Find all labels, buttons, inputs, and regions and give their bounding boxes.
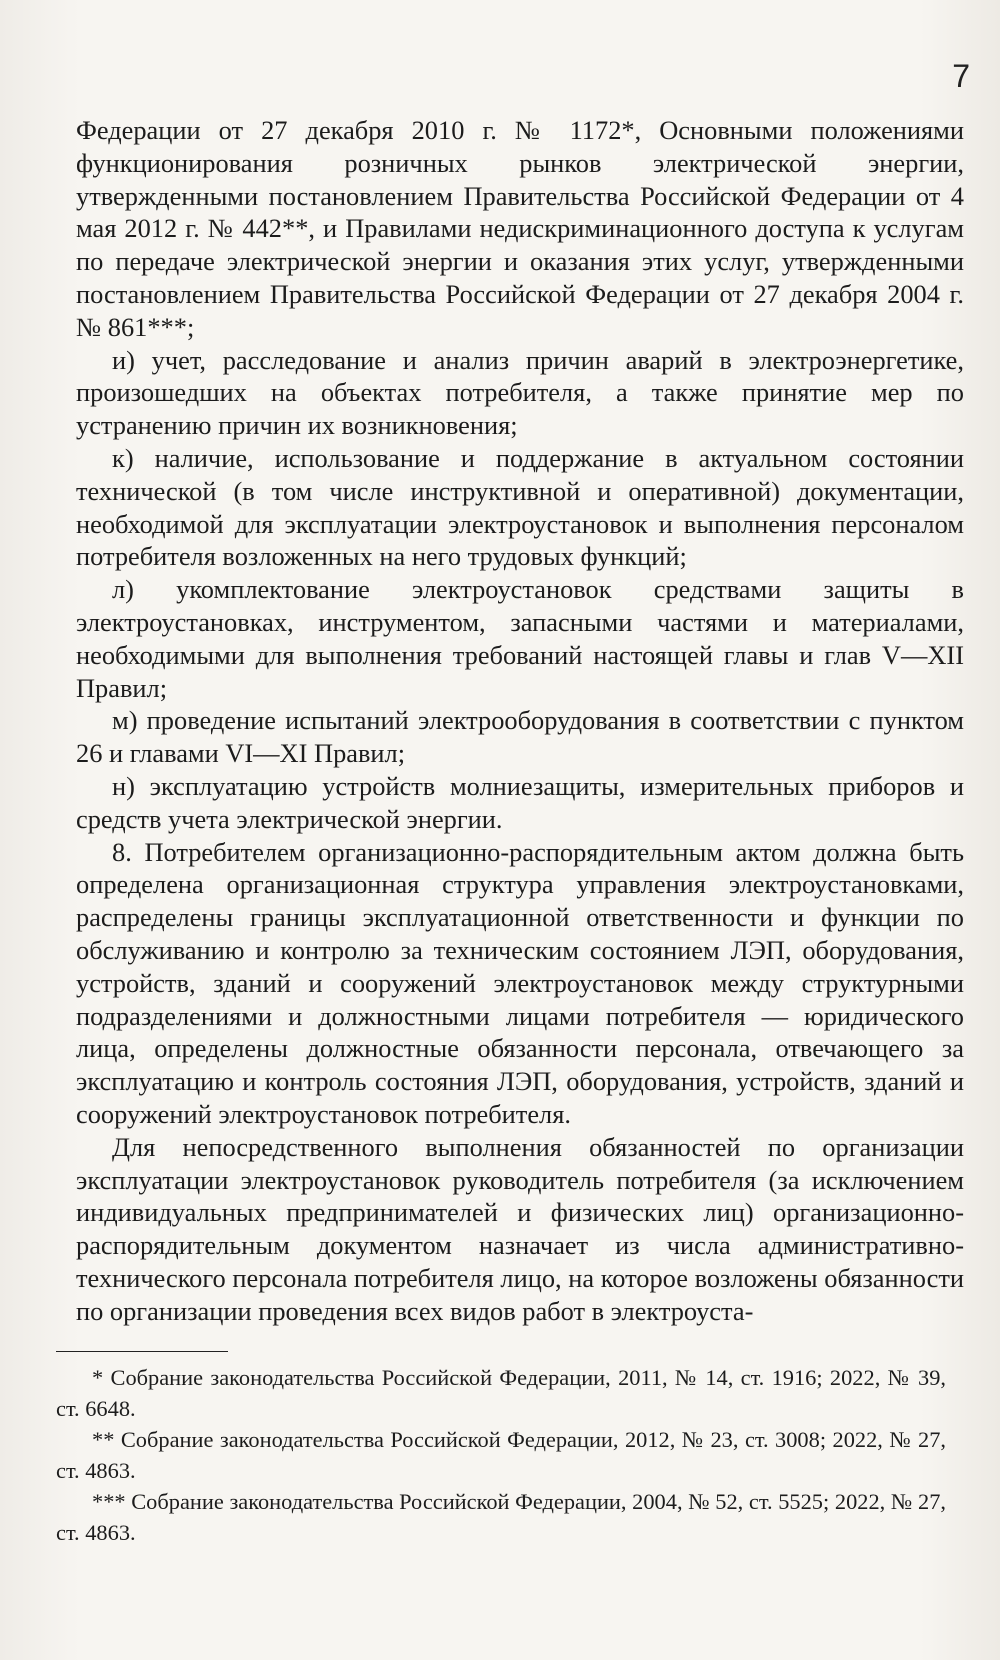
- paragraph-continuation: Федерации от 27 декабря 2010 г. № 1172*, Основными положениями функционирования розничных рынков электрической энергии, утвержденными постановлением Правительства Российской Федерации от 4 мая 2012 г. № 442**, и Правилами недискриминационного доступа к услугам по передаче электрической энергии и оказания этих услуг, утвержденными постановлением Правительства Российской Федерации от 27 декабря 2004 г. № 861***;: [76, 115, 964, 342]
- footnote-3: *** Собрание законодательства Российской Федерации, 2004, № 52, ст. 5525; 2022, № 27, ст. 4863.: [56, 1489, 946, 1545]
- paragraph-clause-8: 8. Потребителем организационно-распорядительным актом должна быть определена организационная структура управления электроустановками, распределены границы эксплуатационной ответственности и функции по обслуживанию и контролю за техническим состоянием ЛЭП, оборудования, устройств, зданий и сооружений электроустановок между структурными подразделениями и должностными лицами потребителя — юридического лица, определены должностные обязанности персонала, отвечающего за эксплуатацию и контроль состояния ЛЭП, оборудования, устройств, зданий и сооружений электроустановок потребителя.: [76, 836, 964, 1129]
- list-item-k: к) наличие, использование и поддержание в актуальном состоянии технической (в том числе инструктивной и оперативной) документации, необходимой для эксплуатации электроустановок и выполнения персоналом потребителя возложенных на него трудовых функций;: [76, 442, 964, 572]
- body-text: [76, 114, 964, 1327]
- list-item-i: и) учет, расследование и анализ причин аварий в электроэнергетике, произошедших на объектах потребителя, а также принятие мер по устранению причин их возникновения;: [76, 344, 964, 441]
- footnote-1: * Собрание законодательства Российской Федерации, 2011, № 14, ст. 1916; 2022, № 39, ст. 6648.: [56, 1365, 946, 1421]
- list-item-l: л) укомплектование электроустановок средствами защиты в электроустановках, инструментом, запасными частями и материалами, необходимыми для выполнения требований настоящей главы и глав V—XII Правил;: [76, 574, 964, 703]
- list-item-m: м) проведение испытаний электрооборудования в соответствии с пунктом 26 и главами VI—XI Правил;: [76, 705, 964, 769]
- footnotes: [56, 1362, 946, 1548]
- paragraph-responsible-person: Для непосредственного выполнения обязанностей по организации эксплуатации электроустановок руководитель потребителя (за исключением индивидуальных предпринимателей и физических лиц) организационно-распорядительным документом назначает из числа административно-технического персонала потребителя лицо, на которое возложены обязанности по организации проведения всех видов работ в электроуста-: [76, 1131, 964, 1326]
- page-number: 7: [952, 58, 970, 94]
- list-item-n: н) эксплуатацию устройств молниезащиты, измерительных приборов и средств учета электрической энергии.: [76, 770, 964, 834]
- footnote-2: ** Собрание законодательства Российской Федерации, 2012, № 23, ст. 3008; 2022, № 27, ст. 4863.: [56, 1427, 946, 1483]
- footnote-divider: [56, 1351, 228, 1352]
